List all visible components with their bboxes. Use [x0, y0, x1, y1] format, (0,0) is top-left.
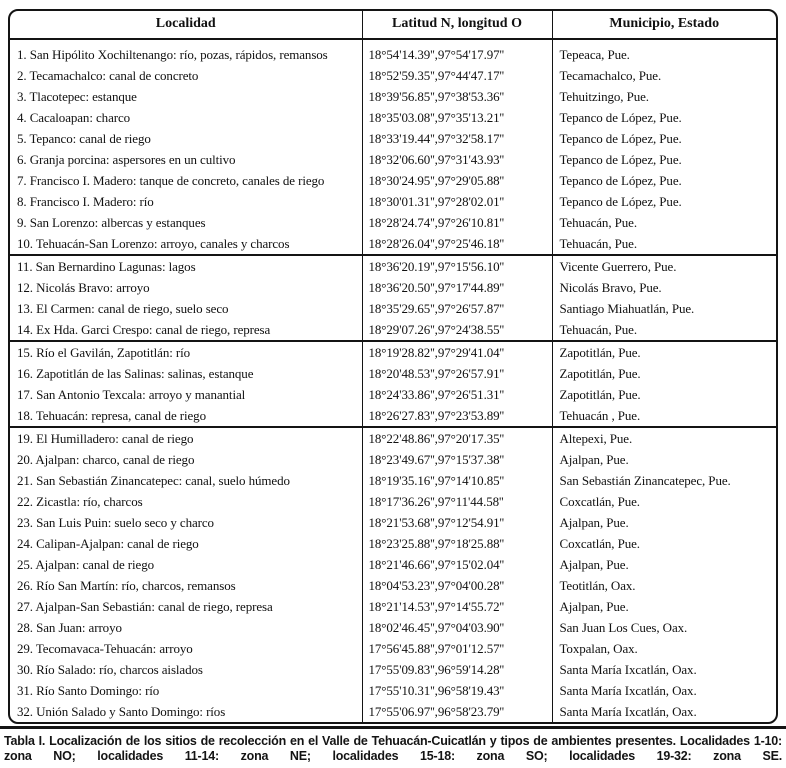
- locality-cell: 22. Zicastla: río, charcos: [17, 494, 143, 509]
- municipality-cell: Nicolás Bravo, Pue.: [552, 277, 776, 298]
- coordinates-cell: 18°35'03.08'',97°35'13.21'': [362, 107, 552, 128]
- column-header-localidad: Localidad: [10, 11, 362, 39]
- locality-cell: 20. Ajalpan: charco, canal de riego: [17, 452, 195, 467]
- locality-cell: 31. Río Santo Domingo: río: [17, 683, 160, 698]
- table-row: [10, 255, 776, 277]
- table-body: [10, 39, 776, 722]
- municipality-cell: Coxcatlán, Pue.: [552, 491, 776, 512]
- municipality-cell: Toxpalan, Oax.: [552, 638, 776, 659]
- coordinates-cell: 18°21'14.53'',97°14'55.72'': [362, 596, 552, 617]
- coordinates-cell: 18°30'01.31'',97°28'02.01'': [362, 191, 552, 212]
- table-caption: Tabla I. Localización de los sitios de recolección en el Valle de Tehuacán-Cuicatlán y tipos de ambientes presentes. Localidades 1-10: zona NO; localidades 11-14: zona NE; localidades 15-18: zona SO; localidades 19-32: zona SE.: [4, 734, 782, 763]
- coordinates-cell: 18°32'06.60'',97°31'43.93'': [362, 149, 552, 170]
- locality-cell: 23. San Luis Puin: suelo seco y charco: [17, 515, 214, 530]
- table-row: [10, 212, 776, 233]
- coordinates-cell: 18°17'36.26'',97°11'44.58'': [362, 491, 552, 512]
- municipality-cell: Tehuacán , Pue.: [552, 405, 776, 427]
- table-row: [10, 319, 776, 341]
- coordinates-cell: 18°19'35.16'',97°14'10.85'': [362, 470, 552, 491]
- coordinates-cell: 18°02'46.45'',97°04'03.90'': [362, 617, 552, 638]
- table-row: [10, 405, 776, 427]
- coordinates-cell: 18°22'48.86'',97°20'17.35'': [362, 427, 552, 449]
- locality-cell: 11. San Bernardino Lagunas: lagos: [10, 255, 362, 277]
- locality-cell: 4. Cacaloapan: charco: [17, 110, 131, 125]
- coordinates-cell: 18°28'26.04'',97°25'46.18'': [362, 233, 552, 255]
- table-row: [10, 86, 776, 107]
- table-row: [10, 39, 776, 65]
- table-row: [10, 298, 776, 319]
- table-row: [10, 191, 776, 212]
- municipality-cell: Tepanco de López, Pue.: [552, 191, 776, 212]
- locality-cell: 10. Tehuacán-San Lorenzo: arroyo, canales y charcos: [17, 236, 290, 251]
- municipality-cell: Tepanco de López, Pue.: [552, 170, 776, 191]
- coordinates-cell: 18°21'53.68'',97°12'54.91'': [362, 512, 552, 533]
- locality-cell: 2. Tecamachalco: canal de concreto: [17, 68, 199, 83]
- locality-cell: 9. San Lorenzo: albercas y estanques: [17, 215, 206, 230]
- coordinates-cell: 18°29'07.26'',97°24'38.55'': [362, 319, 552, 341]
- coordinates-cell: 18°28'24.74'',97°26'10.81'': [362, 212, 552, 233]
- table-row: [10, 170, 776, 191]
- municipality-cell: Ajalpan, Pue.: [552, 554, 776, 575]
- locality-cell: 26. Río San Martín: río, charcos, remansos: [17, 578, 236, 593]
- table-row: [10, 617, 776, 638]
- locality-cell: 32. Unión Salado y Santo Domingo: ríos: [17, 704, 226, 719]
- table-row: [10, 575, 776, 596]
- coordinates-cell: 18°23'49.67'',97°15'37.38'': [362, 449, 552, 470]
- locality-cell: 28. San Juan: arroyo: [17, 620, 122, 635]
- table-row: [10, 491, 776, 512]
- municipality-cell: Tepeaca, Pue.: [552, 39, 776, 65]
- municipality-cell: Tepanco de López, Pue.: [552, 107, 776, 128]
- municipality-cell: Zapotitlán, Pue.: [552, 384, 776, 405]
- table-row: [10, 554, 776, 575]
- table-row: [10, 680, 776, 701]
- localities-table: [8, 9, 778, 724]
- table-row: [10, 470, 776, 491]
- table-row: [10, 233, 776, 255]
- municipality-cell: Altepexi, Pue.: [552, 427, 776, 449]
- coordinates-cell: 18°26'27.83'',97°23'53.89'': [362, 405, 552, 427]
- coordinates-cell: 18°36'20.19'',97°15'56.10'': [362, 255, 552, 277]
- locality-cell: 24. Calipan-Ajalpan: canal de riego: [17, 536, 199, 551]
- locality-cell: 30. Río Salado: río, charcos aislados: [17, 662, 203, 677]
- table-row: [10, 277, 776, 298]
- column-header-latitud-longitud: Latitud N, longitud O: [362, 11, 552, 39]
- caption-top-rule: [0, 726, 786, 729]
- locality-cell: 13. El Carmen: canal de riego, suelo seco: [17, 301, 229, 316]
- municipality-cell: San Juan Los Cues, Oax.: [552, 617, 776, 638]
- locality-cell: 15. Río el Gavilán, Zapotitlán: río: [10, 341, 362, 363]
- locality-cell: 19. El Humilladero: canal de riego: [10, 427, 362, 449]
- municipality-cell: Coxcatlán, Pue.: [552, 533, 776, 554]
- coordinates-cell: 18°21'46.66'',97°15'02.04'': [362, 554, 552, 575]
- table-row: [10, 427, 776, 449]
- table-row: [10, 363, 776, 384]
- table-row: [10, 65, 776, 86]
- locality-cell: 5. Tepanco: canal de riego: [17, 131, 151, 146]
- coordinates-cell: 17°55'09.83'',96°59'14.28'': [362, 659, 552, 680]
- column-header-municipio-estado: Municipio, Estado: [552, 11, 776, 39]
- municipality-cell: Santiago Miahuatlán, Pue.: [552, 298, 776, 319]
- municipality-cell: Tehuitzingo, Pue.: [552, 86, 776, 107]
- coordinates-cell: 18°04'53.23'',97°04'00.28'': [362, 575, 552, 596]
- table-row: [10, 341, 776, 363]
- municipality-cell: Santa María Ixcatlán, Oax.: [552, 680, 776, 701]
- locality-cell: 25. Ajalpan: canal de riego: [17, 557, 154, 572]
- header-row: [10, 11, 776, 39]
- coordinates-cell: 18°19'28.82'',97°29'41.04'': [362, 341, 552, 363]
- coordinates-cell: 18°20'48.53'',97°26'57.91'': [362, 363, 552, 384]
- locality-cell: 7. Francisco I. Madero: tanque de concreto, canales de riego: [17, 173, 325, 188]
- municipality-cell: Tepanco de López, Pue.: [552, 149, 776, 170]
- municipality-cell: Ajalpan, Pue.: [552, 512, 776, 533]
- locality-cell: 29. Tecomavaca-Tehuacán: arroyo: [17, 641, 193, 656]
- coordinates-cell: 18°52'59.35'',97°44'47.17'': [362, 65, 552, 86]
- locality-cell: 17. San Antonio Texcala: arroyo y manantial: [17, 387, 246, 402]
- municipality-cell: Tehuacán, Pue.: [552, 233, 776, 255]
- municipality-cell: Ajalpan, Pue.: [552, 596, 776, 617]
- locality-cell: 21. San Sebastián Zinancatepec: canal, suelo húmedo: [17, 473, 290, 488]
- municipality-cell: Vicente Guerrero, Pue.: [552, 255, 776, 277]
- coordinates-cell: 18°23'25.88'',97°18'25.88'': [362, 533, 552, 554]
- table-row: [10, 533, 776, 554]
- municipality-cell: Tepanco de López, Pue.: [552, 128, 776, 149]
- table-row: [10, 449, 776, 470]
- table-row: [10, 384, 776, 405]
- table-row: [10, 149, 776, 170]
- coordinates-cell: 18°35'29.65'',97°26'57.87'': [362, 298, 552, 319]
- coordinates-cell: 18°24'33.86'',97°26'51.31'': [362, 384, 552, 405]
- municipality-cell: Tehuacán, Pue.: [552, 212, 776, 233]
- coordinates-cell: 18°36'20.50'',97°17'44.89'': [362, 277, 552, 298]
- locality-cell: 12. Nicolás Bravo: arroyo: [17, 280, 150, 295]
- coordinates-cell: 18°33'19.44'',97°32'58.17'': [362, 128, 552, 149]
- coordinates-cell: 17°56'45.88'',97°01'12.57'': [362, 638, 552, 659]
- table-row: [10, 659, 776, 680]
- municipality-cell: Zapotitlán, Pue.: [552, 341, 776, 363]
- table-header: [10, 11, 776, 39]
- coordinates-cell: 18°39'56.85'',97°38'53.36'': [362, 86, 552, 107]
- municipality-cell: Teotitlán, Oax.: [552, 575, 776, 596]
- locality-cell: 27. Ajalpan-San Sebastián: canal de riego, represa: [17, 599, 273, 614]
- locality-cell: 16. Zapotitlán de las Salinas: salinas, estanque: [17, 366, 254, 381]
- municipality-cell: Tehuacán, Pue.: [552, 319, 776, 341]
- municipality-cell: Ajalpan, Pue.: [552, 449, 776, 470]
- table-row: [10, 107, 776, 128]
- locality-cell: 8. Francisco I. Madero: río: [17, 194, 154, 209]
- coordinates-cell: 17°55'10.31'',96°58'19.43'': [362, 680, 552, 701]
- municipality-cell: Santa María Ixcatlán, Oax.: [552, 701, 776, 722]
- table-row: [10, 638, 776, 659]
- locality-cell: 1. San Hipólito Xochiltenango: río, pozas, rápidos, remansos: [17, 47, 328, 62]
- locality-cell: 14. Ex Hda. Garci Crespo: canal de riego, represa: [17, 322, 271, 337]
- table-row: [10, 128, 776, 149]
- municipality-cell: San Sebastián Zinancatepec, Pue.: [552, 470, 776, 491]
- locality-cell: 6. Granja porcina: aspersores en un cultivo: [17, 152, 236, 167]
- coordinates-cell: 18°30'24.95'',97°29'05.88'': [362, 170, 552, 191]
- municipality-cell: Zapotitlán, Pue.: [552, 363, 776, 384]
- locality-cell: 3. Tlacotepec: estanque: [17, 89, 137, 104]
- municipality-cell: Santa María Ixcatlán, Oax.: [552, 659, 776, 680]
- coordinates-cell: 17°55'06.97'',96°58'23.79'': [362, 701, 552, 722]
- municipality-cell: Tecamachalco, Pue.: [552, 65, 776, 86]
- table-row: [10, 596, 776, 617]
- coordinates-cell: 18°54'14.39'',97°54'17.97'': [362, 39, 552, 65]
- locality-cell: 18. Tehuacán: represa, canal de riego: [17, 408, 206, 423]
- table-row: [10, 512, 776, 533]
- table-row: [10, 701, 776, 722]
- table: [10, 11, 776, 722]
